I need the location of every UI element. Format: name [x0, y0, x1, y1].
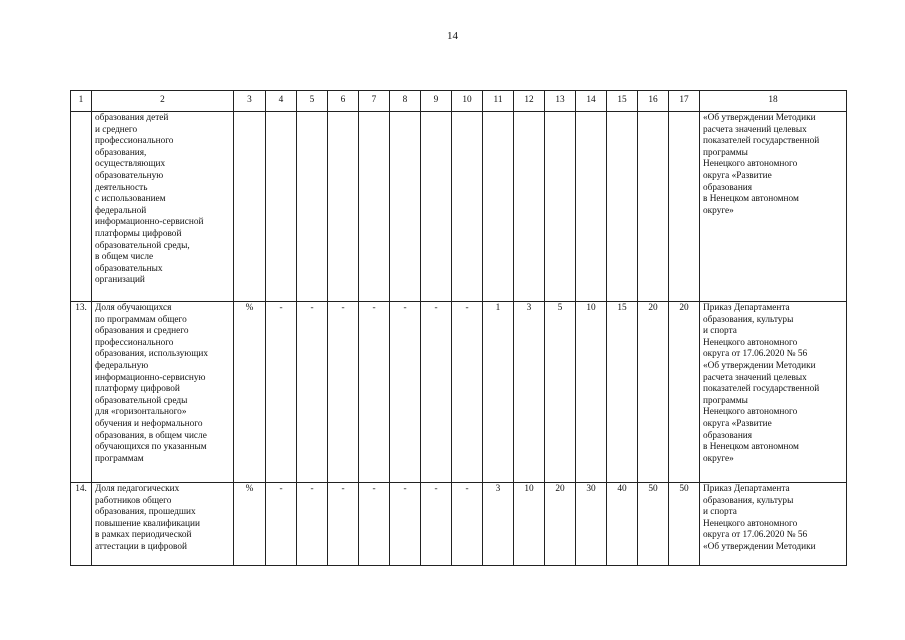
value-cell: -: [452, 302, 483, 483]
column-header: 10: [452, 91, 483, 112]
table-row: [71, 483, 847, 566]
value-cell: 40: [607, 483, 638, 566]
column-header: 6: [328, 91, 359, 112]
value-cell: [266, 112, 297, 302]
value-cell: -: [452, 483, 483, 566]
value-cell: 1: [483, 302, 514, 483]
column-header: 4: [266, 91, 297, 112]
column-header: 7: [359, 91, 390, 112]
column-header: 3: [234, 91, 266, 112]
page-number: 14: [447, 30, 458, 42]
column-header: 15: [607, 91, 638, 112]
value-cell: [297, 112, 328, 302]
value-cell: -: [266, 302, 297, 483]
value-cell: 50: [638, 483, 669, 566]
column-header: 16: [638, 91, 669, 112]
column-header: 11: [483, 91, 514, 112]
value-cell: 15: [607, 302, 638, 483]
value-cell: [390, 112, 421, 302]
row-number: [71, 112, 92, 302]
value-cell: [576, 112, 607, 302]
value-cell: 3: [514, 302, 545, 483]
value-cell: [607, 112, 638, 302]
value-cell: [359, 112, 390, 302]
source-document: Приказ Департамента образования, культуры и спорта Ненецкого автономного округа от 17.06.2020 № 56 «Об утверждении Методики расчета значений целевых показателей государственной программы Ненецкого автономного округа «Развитие образования в Ненецком автономном округе»: [700, 302, 847, 483]
value-cell: 20: [638, 302, 669, 483]
value-cell: -: [266, 483, 297, 566]
value-cell: 10: [576, 302, 607, 483]
column-header: 12: [514, 91, 545, 112]
row-number: 14.: [71, 483, 92, 566]
value-cell: -: [421, 483, 452, 566]
value-cell: [328, 112, 359, 302]
source-document: «Об утверждении Методики расчета значений целевых показателей государственной программы Ненецкого автономного округа «Развитие образования в Ненецком автономном округе»: [700, 112, 847, 302]
table-row: [71, 302, 847, 483]
column-header: 18: [700, 91, 847, 112]
value-cell: [638, 112, 669, 302]
unit-cell: %: [234, 302, 266, 483]
value-cell: [669, 112, 700, 302]
value-cell: -: [359, 483, 390, 566]
value-cell: [421, 112, 452, 302]
value-cell: -: [390, 302, 421, 483]
column-header: 8: [390, 91, 421, 112]
value-cell: -: [390, 483, 421, 566]
value-cell: [545, 112, 576, 302]
value-cell: -: [297, 302, 328, 483]
row-number: 13.: [71, 302, 92, 483]
table-row: [71, 112, 847, 302]
value-cell: 50: [669, 483, 700, 566]
indicator-name: Доля обучающихся по программам общего образования и среднего профессионального образования, использующих федеральную информационно-сервисную платформу цифровой образовательной среды для «горизонтального» обучения и неформального образования, в общем числе обучающихся по указанным программам: [92, 302, 234, 483]
column-header: 17: [669, 91, 700, 112]
value-cell: -: [328, 483, 359, 566]
column-header: 14: [576, 91, 607, 112]
value-cell: 30: [576, 483, 607, 566]
column-header: 5: [297, 91, 328, 112]
value-cell: [514, 112, 545, 302]
column-header: 2: [92, 91, 234, 112]
value-cell: -: [421, 302, 452, 483]
indicator-name: Доля педагогических работников общего образования, прошедших повышение квалификации в рамках периодической аттестации в цифровой: [92, 483, 234, 566]
unit-cell: %: [234, 483, 266, 566]
value-cell: 5: [545, 302, 576, 483]
column-header: 1: [71, 91, 92, 112]
column-header: 9: [421, 91, 452, 112]
value-cell: 10: [514, 483, 545, 566]
value-cell: 20: [669, 302, 700, 483]
value-cell: 20: [545, 483, 576, 566]
source-document: Приказ Департамента образования, культуры и спорта Ненецкого автономного округа от 17.06.2020 № 56 «Об утверждении Методики: [700, 483, 847, 566]
value-cell: [452, 112, 483, 302]
value-cell: -: [328, 302, 359, 483]
header-row: [71, 91, 847, 112]
value-cell: -: [359, 302, 390, 483]
indicator-name: образования детей и среднего профессионального образования, осуществляющих образовательную деятельность с использованием федеральной информационно-сервисной платформы цифровой образовательной среды, в общем числе образовательных организаций: [92, 112, 234, 302]
value-cell: -: [297, 483, 328, 566]
indicators-table: [70, 90, 847, 566]
value-cell: 3: [483, 483, 514, 566]
unit-cell: [234, 112, 266, 302]
column-header: 13: [545, 91, 576, 112]
value-cell: [483, 112, 514, 302]
